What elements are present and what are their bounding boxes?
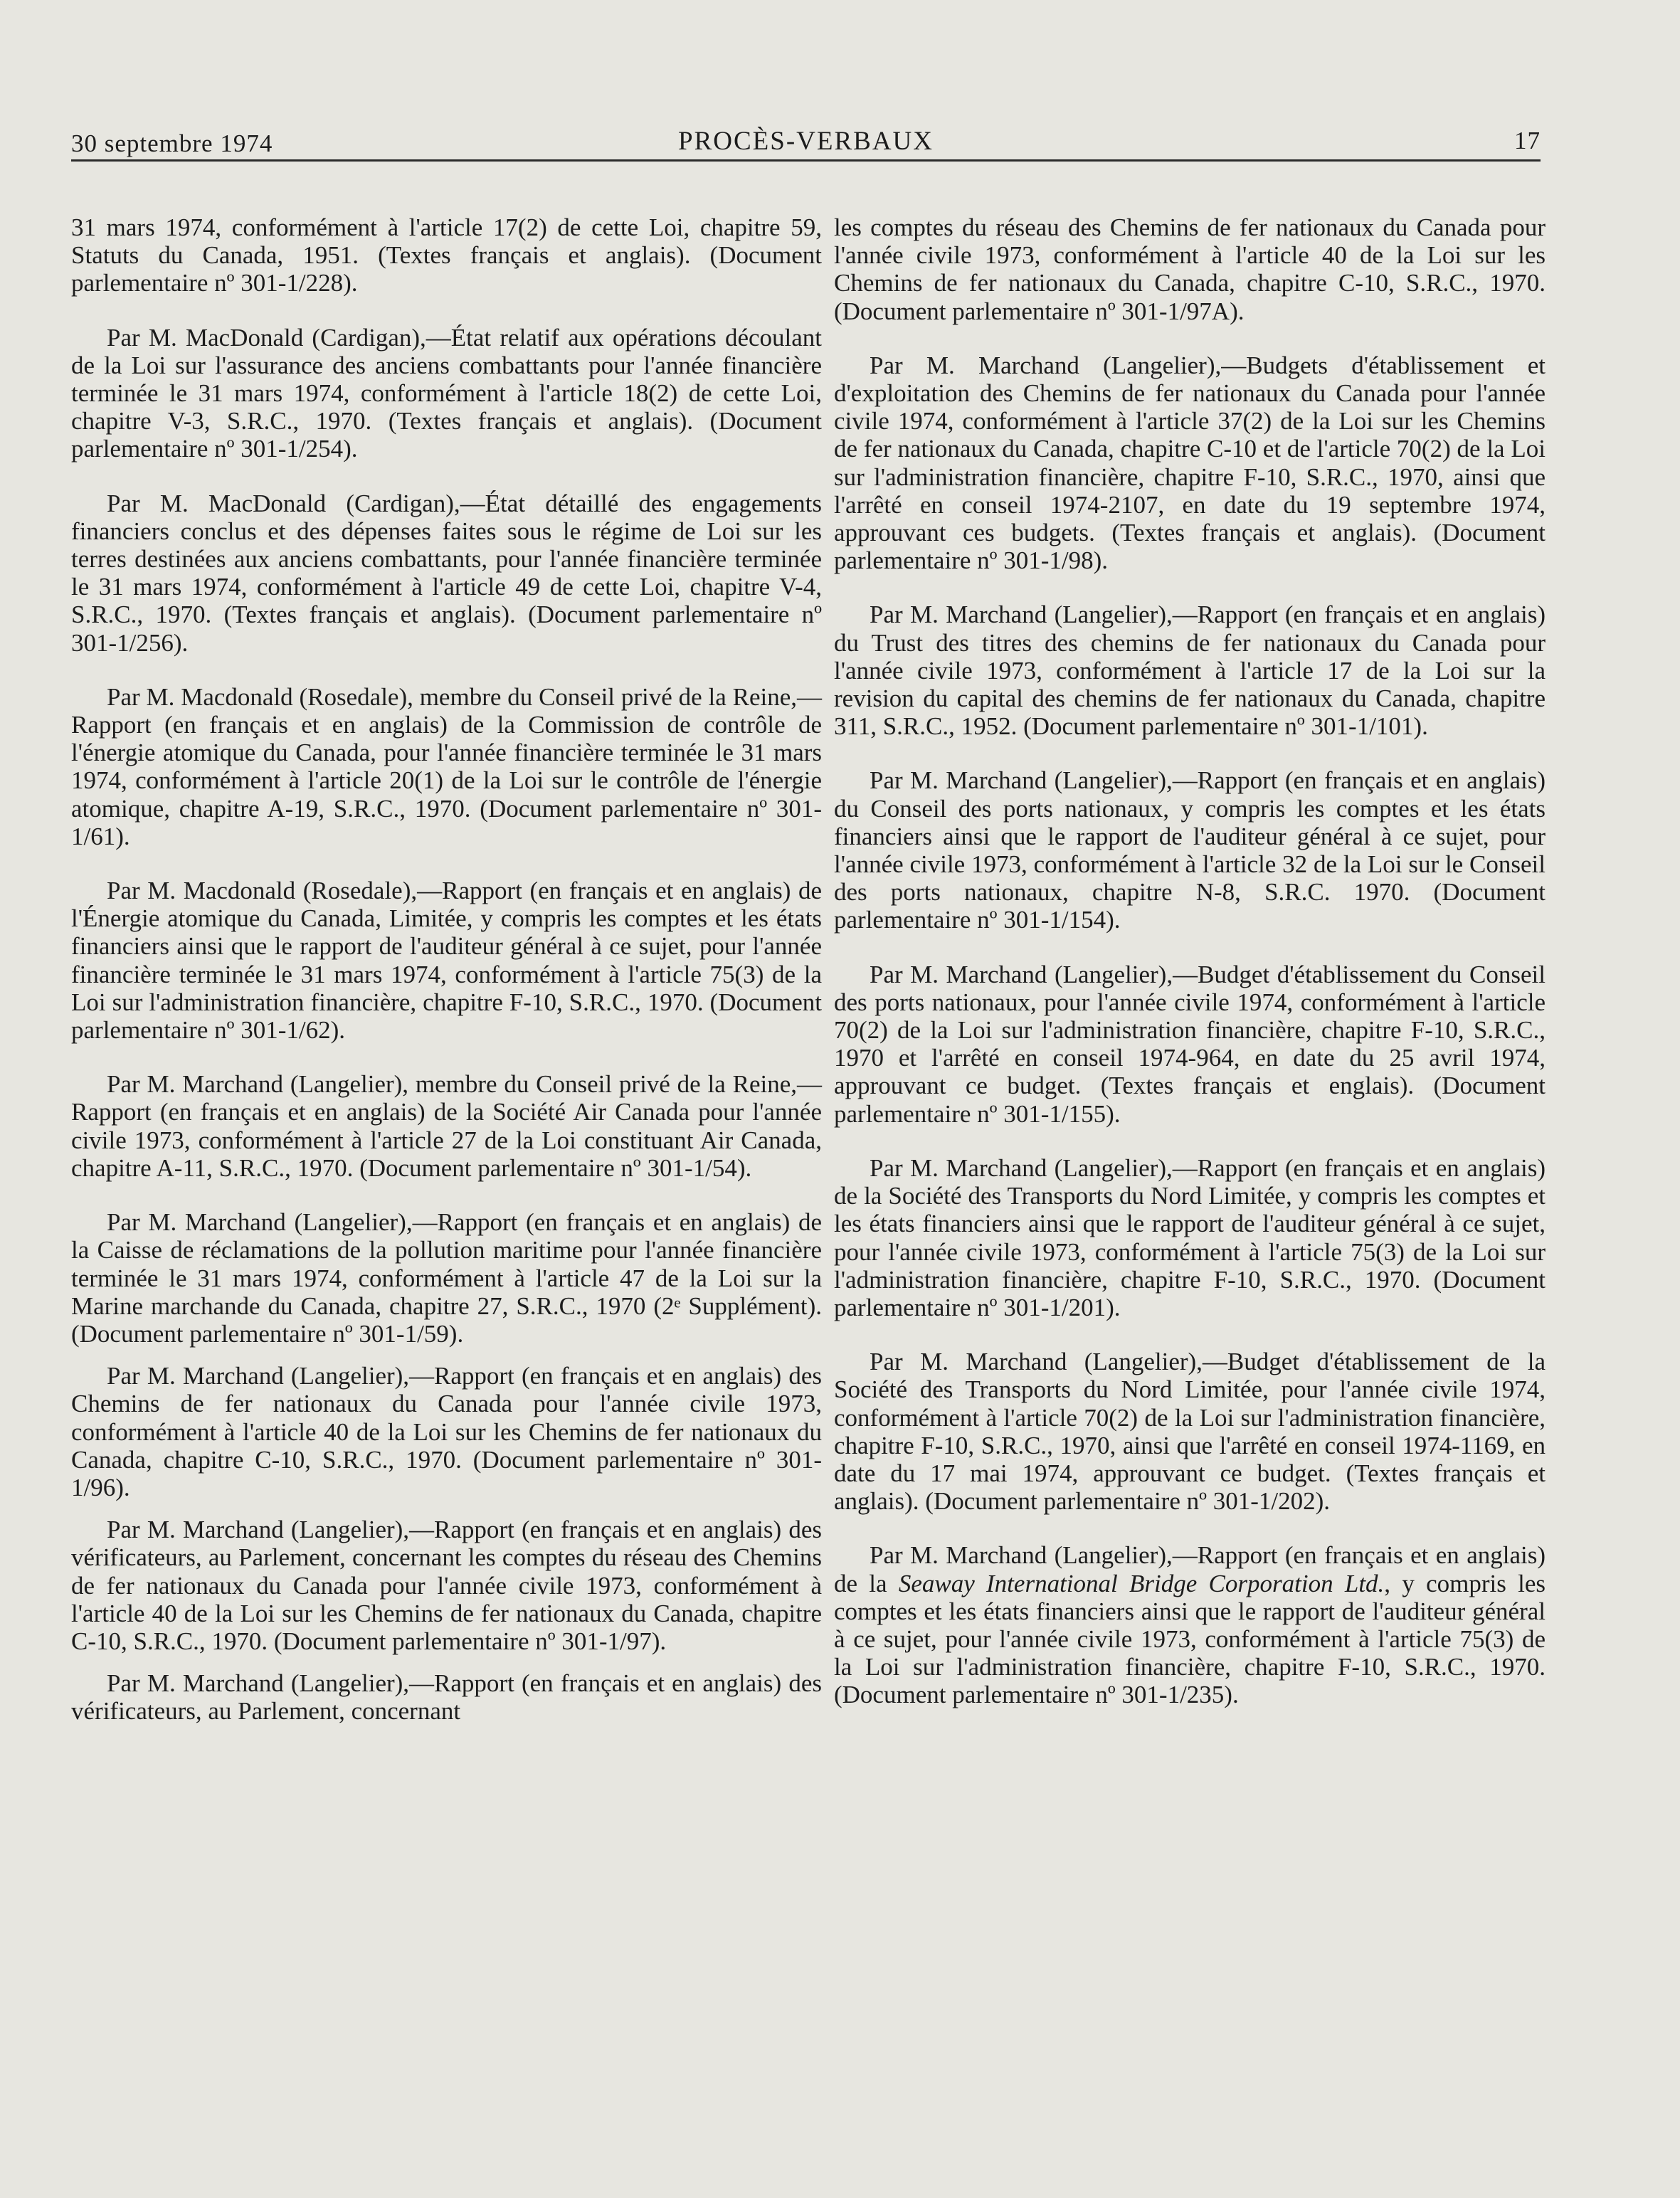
paragraph: Par M. MacDonald (Cardigan),—État détaillé des engagements financiers conclus et des dépenses faites sous le régime de Loi sur les terres destinées aux anciens combattants, pour l'année financière terminée le 31 mars 1974, conformément à l'article 49 de cette Loi, chapitre V-4, S.R.C., 1970. (Textes français et anglais). (Document parlementaire nº 301-1/256). bbox=[71, 489, 822, 657]
paragraph: Par M. Marchand (Langelier), membre du Conseil privé de la Reine,—Rapport (en français et en anglais) de la Société Air Canada pour l'année civile 1973, conformément à l'article 27 de la Loi constituant Air Canada, chapitre A-11, S.R.C., 1970. (Document parlementaire nº 301-1/54). bbox=[71, 1070, 822, 1182]
paragraph: 31 mars 1974, conformément à l'article 17(2) de cette Loi, chapitre 59, Statuts du Canada, 1951. (Textes français et anglais). (Document parlementaire nº 301-1/228). bbox=[71, 213, 822, 297]
header-title: PROCÈS-VERBAUX bbox=[678, 127, 934, 156]
left-column bbox=[71, 213, 822, 1752]
paragraph: Par M. Marchand (Langelier),—Rapport (en français et en anglais) de la Société des Transports du Nord Limitée, y compris les comptes et les états financiers ainsi que le rapport de l'auditeur général à ce sujet, pour l'année civile 1973, conformément à l'article 75(3) de la Loi sur l'administration financière, chapitre F-10, S.R.C., 1970. (Document parlementaire nº 301-1/201). bbox=[834, 1153, 1546, 1321]
paragraph-text: Par M. Marchand (Langelier),—Rapport (en français et en anglais) de la bbox=[834, 1541, 1546, 1597]
paragraph: Par M. Marchand (Langelier),—Rapport (en français et en anglais) de la Caisse de réclamations de la pollution maritime pour l'année financière terminée le 31 mars 1974, conformément à l'article 47 de la Loi sur la Marine marchande du Canada, chapitre 27, S.R.C., 1970 (2ᵉ Supplément). (Document parlementaire nº 301-1/59). bbox=[71, 1208, 822, 1348]
paragraph: Par M. Marchand (Langelier),—Rapport (en français et en anglais) des vérificateurs, au Parlement, concernant bbox=[71, 1669, 822, 1726]
paragraph: Par M. Macdonald (Rosedale),—Rapport (en français et en anglais) de l'Énergie atomique du Canada, Limitée, y compris les comptes et les états financiers ainsi que le rapport de l'auditeur général à ce sujet, pour l'année financière terminée le 31 mars 1974, conformément à l'article 75(3) de la Loi sur l'administration financière, chapitre F-10, S.R.C., 1970. (Document parlementaire nº 301-1/62). bbox=[71, 877, 822, 1045]
paragraph-text: , y compris les comptes et les états financiers ainsi que le rapport de l'auditeur général à ce sujet, pour l'année civile 1973, conformément à l'article 75(3) de la Loi sur l'administration financière, chapitre F-10, S.R.C., 1970. (Document parlementaire nº 301-1/235). bbox=[834, 1569, 1546, 1709]
paragraph: Par M. Macdonald (Rosedale), membre du Conseil privé de la Reine,—Rapport (en français et en anglais) de la Commission de contrôle de l'énergie atomique du Canada, pour l'année financière terminée le 31 mars 1974, conformément à l'article 20(1) de la Loi sur le contrôle de l'énergie atomique, chapitre A-19, S.R.C., 1970. (Document parlementaire nº 301-1/61). bbox=[71, 682, 822, 850]
paragraph: Par M. Marchand (Langelier),—Rapport (en français et en anglais) du Conseil des ports nationaux, y compris les comptes et les états financiers ainsi que le rapport de l'auditeur général à ce sujet, pour l'année civile 1973, conformément à l'article 32 de la Loi sur le Conseil des ports nationaux, chapitre N-8, S.R.C. 1970. (Document parlementaire nº 301-1/154). bbox=[834, 766, 1546, 934]
paragraph: Par M. Marchand (Langelier),—Rapport (en français et en anglais) des vérificateurs, au Parlement, concernant les comptes du réseau des Chemins de fer nationaux du Canada pour l'année civile 1973, conformément à l'article 40 de la Loi sur les Chemins de fer nationaux du Canada, chapitre C-10, S.R.C., 1970. (Document parlementaire nº 301-1/97). bbox=[71, 1516, 822, 1655]
page-header bbox=[71, 122, 1541, 162]
header-date: 30 septembre 1974 bbox=[71, 130, 273, 157]
italic-name: Seaway International Bridge Corporation Ltd. bbox=[898, 1569, 1385, 1597]
paragraph: Par M. Marchand (Langelier),—Budget d'établissement de la Société des Transports du Nord Limitée, pour l'année civile 1974, conformément à l'article 70(2) de la Loi sur l'administration financière, chapitre F-10, S.R.C., 1970, ainsi que l'arrêté en conseil 1974-1169, en date du 17 mai 1974, approuvant ce budget. (Textes français et anglais). (Document parlementaire nº 301-1/202). bbox=[834, 1348, 1546, 1516]
paragraph: Par M. Marchand (Langelier),—Budgets d'établissement et d'exploitation des Chemins de fer nationaux du Canada pour l'année civile 1974, conformément à l'article 37(2) de la Loi sur les Chemins de fer nationaux du Canada, chapitre C-10 et de l'article 70(2) de la Loi sur l'administration financière, chapitre F-10, S.R.C., 1970, ainsi que l'arrêté en conseil 1974-2107, en date du 19 septembre 1974, approuvant ces budgets. (Textes français et anglais). (Document parlementaire nº 301-1/98). bbox=[834, 351, 1546, 575]
paragraph: les comptes du réseau des Chemins de fer nationaux du Canada pour l'année civile 1973, conformément à l'article 40 de la Loi sur les Chemins de fer nationaux du Canada, chapitre C-10, S.R.C., 1970. (Document parlementaire nº 301-1/97A). bbox=[834, 213, 1546, 325]
paragraph: Par M. Marchand (Langelier),—Rapport (en français et en anglais) du Trust des titres des chemins de fer nationaux du Canada pour l'année civile 1973, conformément à l'article 17 de la Loi sur la revision du capital des chemins de fer nationaux du Canada, chapitre 311, S.R.C., 1952. (Document parlementaire nº 301-1/101). bbox=[834, 601, 1546, 741]
paragraph: Par M. Marchand (Langelier),—Rapport (en français et en anglais) des Chemins de fer nationaux du Canada pour l'année civile 1973, conformément à l'article 40 de la Loi sur les Chemins de fer nationaux du Canada, chapitre C-10, S.R.C., 1970. (Document parlementaire nº 301-1/96). bbox=[71, 1362, 822, 1501]
paragraph bbox=[834, 1541, 1546, 1708]
page-number: 17 bbox=[1514, 127, 1541, 154]
paragraph: Par M. MacDonald (Cardigan),—État relatif aux opérations découlant de la Loi sur l'assurance des anciens combattants pour l'année financière terminée le 31 mars 1974, conformément à l'article 18(2) de cette Loi, chapitre V-3, S.R.C., 1970. (Textes français et anglais). (Document parlementaire nº 301-1/254). bbox=[71, 323, 822, 463]
right-column bbox=[834, 213, 1546, 1735]
paragraph: Par M. Marchand (Langelier),—Budget d'établissement du Conseil des ports nationaux, pour l'année civile 1974, conformément à l'article 70(2) de la Loi sur l'administration financière, chapitre F-10, S.R.C., 1970 et l'arrêté en conseil 1974-964, en date du 25 avril 1974, approuvant ce budget. (Textes français et englais). (Document parlementaire nº 301-1/155). bbox=[834, 960, 1546, 1128]
